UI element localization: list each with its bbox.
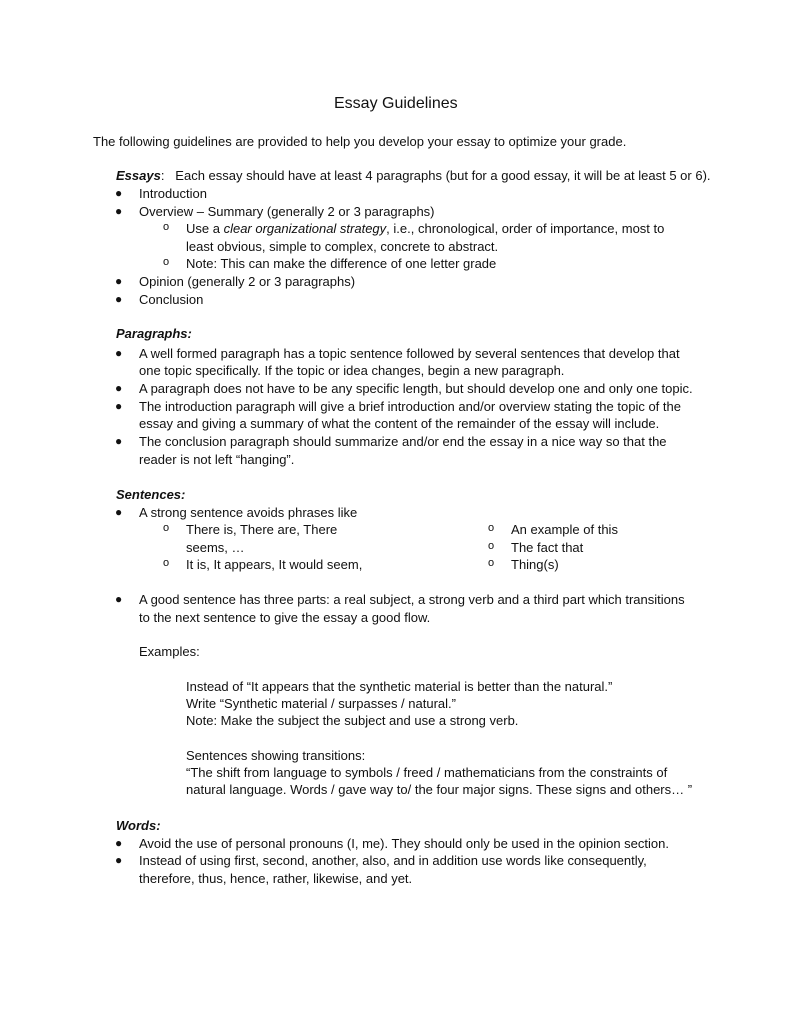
essays-item: Conclusion	[139, 292, 204, 307]
essays-line	[116, 167, 711, 184]
phrase-item: It is, It appears, It would seem,	[186, 557, 363, 572]
transition-line: natural language. Words / gave way to/ the four major signs. These signs and others… ”	[186, 782, 693, 797]
words-item-continued: therefore, thus, hence, rather, likewise, and yet.	[139, 871, 413, 886]
bullet-icon: ●	[115, 434, 123, 448]
essays-subitem: Note: This can make the difference of one letter grade	[186, 256, 497, 271]
circle-bullet-icon: o	[488, 522, 495, 534]
phrase-item: An example of this	[511, 522, 618, 537]
paragraphs-item-continued: essay and giving a summary of what the content of the remainder of the essay will include.	[139, 416, 660, 431]
sentences-item: A strong sentence avoids phrases like	[139, 505, 358, 520]
phrase-item: The fact that	[511, 540, 584, 555]
circle-bullet-icon: o	[488, 557, 495, 569]
page-title: Essay Guidelines	[334, 95, 458, 112]
essays-item: Overview – Summary (generally 2 or 3 paragraphs)	[139, 204, 435, 219]
example-line: Write “Synthetic material / surpasses / natural.”	[186, 696, 456, 711]
bullet-icon: ●	[115, 274, 123, 288]
sentences-item-continued: to the next sentence to give the essay a good flow.	[139, 610, 431, 625]
phrase-item-continued: seems, …	[186, 540, 245, 555]
essays-subitem	[186, 220, 664, 237]
circle-bullet-icon: o	[488, 540, 495, 552]
example-line: Note: Make the subject the subject and use a strong verb.	[186, 713, 519, 728]
words-item: Instead of using first, second, another, also, and in addition use words like consequently,	[139, 853, 647, 868]
bullet-icon: ●	[115, 853, 123, 867]
paragraphs-item: The conclusion paragraph should summarize and/or end the essay in a nice way so that the	[139, 434, 667, 449]
paragraphs-item: The introduction paragraph will give a brief introduction and/or overview stating the topic of the	[139, 399, 681, 414]
bullet-icon: ●	[115, 292, 123, 306]
essays-subitem-continued: least obvious, simple to complex, concrete to abstract.	[186, 239, 499, 254]
bullet-icon: ●	[115, 836, 123, 850]
essays-subitem-text: Use a	[186, 221, 224, 236]
phrase-item: Thing(s)	[511, 557, 559, 572]
paragraphs-item-continued: reader is not left “hanging”.	[139, 452, 295, 467]
bullet-icon: ●	[115, 381, 123, 395]
bullet-icon: ●	[115, 399, 123, 413]
transitions-label: Sentences showing transitions:	[186, 748, 366, 763]
words-item: Avoid the use of personal pronouns (I, me). They should only be used in the opinion section.	[139, 836, 669, 851]
circle-bullet-icon: o	[163, 522, 170, 534]
intro-text: The following guidelines are provided to help you develop your essay to optimize your grade.	[93, 134, 627, 149]
essays-item: Introduction	[139, 186, 207, 201]
phrase-item: There is, There are, There	[186, 522, 338, 537]
essays-subitem-text: , i.e., chronological, order of importance, most to	[386, 221, 665, 236]
bullet-icon: ●	[115, 592, 123, 606]
essays-subitem-emphasis: clear organizational strategy	[223, 221, 387, 236]
essays-item: Opinion (generally 2 or 3 paragraphs)	[139, 274, 356, 289]
example-line: Instead of “It appears that the synthetic material is better than the natural.”	[186, 679, 613, 694]
bullet-icon: ●	[115, 346, 123, 360]
paragraphs-item: A well formed paragraph has a topic sentence followed by several sentences that develop that	[139, 346, 680, 361]
circle-bullet-icon: o	[163, 557, 170, 569]
essays-heading-colon: :	[160, 168, 165, 183]
transition-line: “The shift from language to symbols / freed / mathematicians from the constraints of	[186, 765, 668, 780]
essays-text: Each essay should have at least 4 paragraphs (but for a good essay, it will be at least 5 or 6).	[175, 168, 711, 183]
bullet-icon: ●	[115, 186, 123, 200]
paragraphs-item: A paragraph does not have to be any specific length, but should develop one and only one topic.	[139, 381, 693, 396]
bullet-icon: ●	[115, 505, 123, 519]
sentences-heading: Sentences:	[116, 487, 186, 502]
essays-heading: Essays	[116, 168, 161, 183]
sentences-item: A good sentence has three parts: a real subject, a strong verb and a third part which transitions	[139, 592, 685, 607]
circle-bullet-icon: o	[163, 256, 170, 268]
examples-label: Examples:	[139, 644, 200, 659]
paragraphs-heading: Paragraphs:	[116, 326, 192, 341]
circle-bullet-icon: o	[163, 221, 170, 233]
paragraphs-item-continued: one topic specifically. If the topic or idea changes, begin a new paragraph.	[139, 363, 565, 378]
words-heading: Words:	[116, 818, 161, 833]
bullet-icon: ●	[115, 204, 123, 218]
